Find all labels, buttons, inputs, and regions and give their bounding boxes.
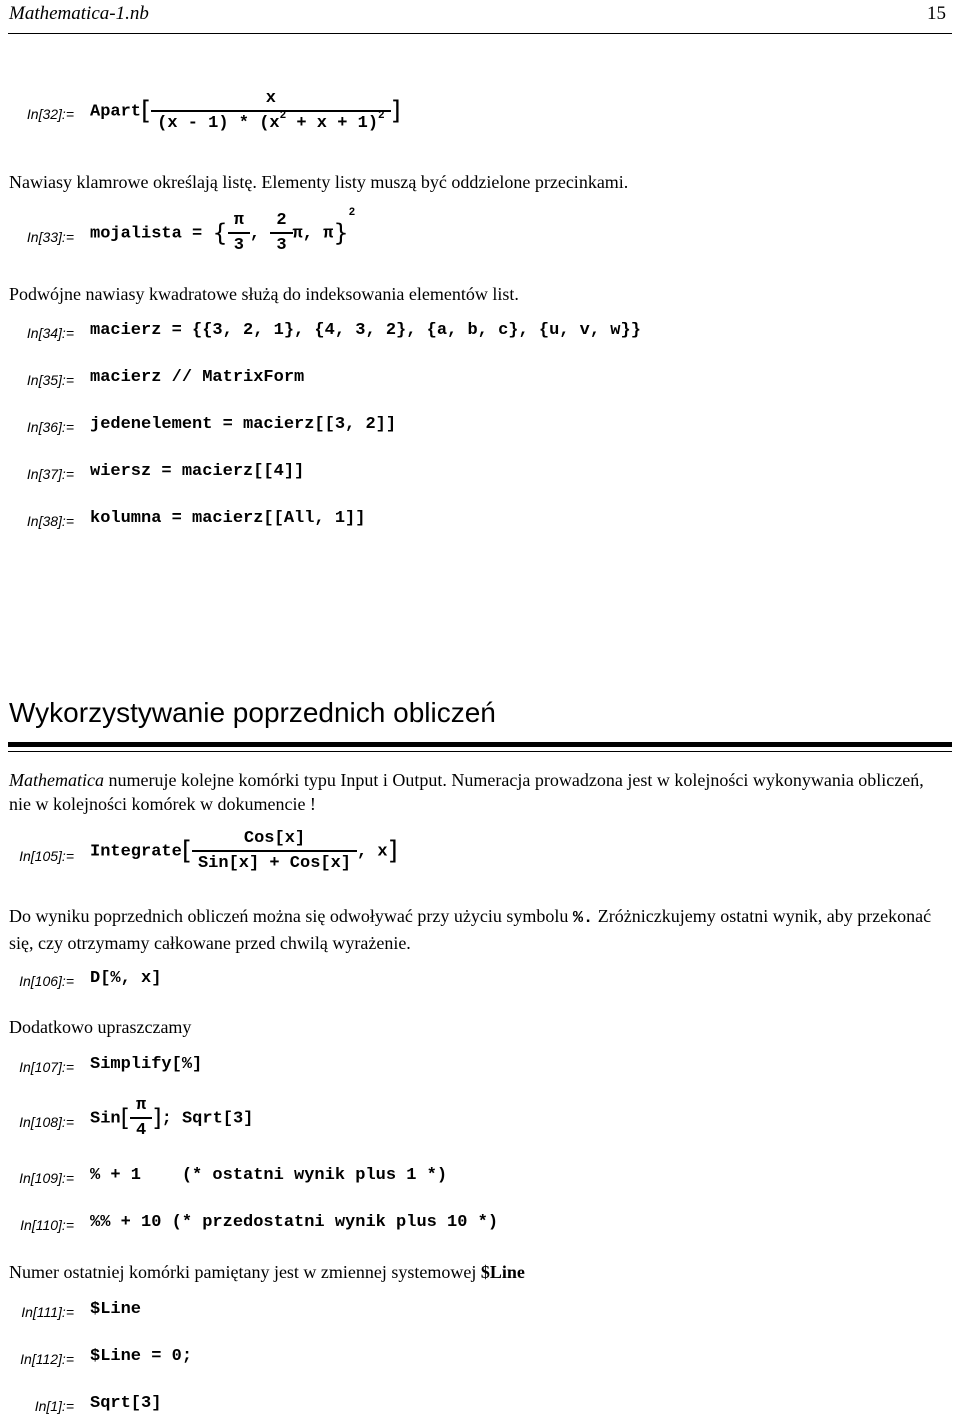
input-cell-in106[interactable]: D[%, x]	[90, 969, 162, 988]
apart-fraction	[151, 89, 390, 133]
cell-label-in35: In[35]:=	[26, 372, 74, 388]
fraction-pi-over-4: $\frac{\pi}{4}$	[130, 1096, 152, 1140]
fraction-2-over-3: $\frac{2}{3}$	[270, 211, 292, 255]
header-divider	[8, 33, 952, 34]
open-bracket: [	[120, 1104, 130, 1132]
fraction-pi-over-3: $\frac{\pi}{3}$	[228, 211, 250, 255]
integrand-fraction: $\frac{\text{Cos[x]}}{\text{Sin[x] + Cos[x]}}$	[192, 829, 357, 873]
input-cell-in112[interactable]: $Line = 0;	[90, 1347, 193, 1366]
cell-label-in112: In[112]:=	[20, 1351, 74, 1367]
text-paragraph-simplify: Dodatkowo upraszczamy	[9, 1017, 192, 1037]
input-cell-in108[interactable]: Sin[ $\frac{\pi}{4}$ ]; Sqrt[3]	[90, 1096, 254, 1140]
fraction-numerator: x	[265, 89, 276, 108]
section-heading: Wykorzystywanie poprzednich obliczeń	[9, 697, 496, 728]
input-cell-in110[interactable]: %% + 10 (* przedostatni wynik plus 10 *)	[90, 1213, 499, 1232]
input-cell-in34[interactable]: macierz = {{3, 2, 1}, {4, 3, 2}, {a, b, c}, {u, v, w}}	[90, 321, 641, 340]
input-cell-in109[interactable]: % + 1 (* ostatni wynik plus 1 *)	[90, 1166, 448, 1185]
cell-label-in38: In[38]:=	[26, 513, 74, 529]
text-paragraph-percent: Do wyniku poprzednich obliczeń można się odwoływać przy użyciu symbolu %. Zróżniczkujemy ostatni wynik, aby przekonać się, czy otrzymamy całkowane przed chwilą wyrażenie.	[9, 906, 932, 953]
cell-label-in34: In[34]:=	[26, 325, 74, 341]
cell-label-in33: In[33]:=	[26, 229, 74, 245]
close-bracket: ]	[152, 1104, 162, 1132]
close-bracket: ]	[390, 96, 401, 126]
text-paragraph-lists: Nawiasy klamrowe określają listę. Elementy listy muszą być oddzielone przecinkami.	[9, 172, 629, 192]
cell-label-in111: In[111]:=	[21, 1304, 74, 1320]
sin-function: Sin	[90, 1109, 121, 1129]
input-cell-in105[interactable]: Integrate[ $\frac{\text{Cos[x]}}{\text{Sin[x] + Cos[x]}}$ , x]	[90, 829, 398, 873]
cell-label-in37: In[37]:=	[26, 466, 74, 482]
input-cell-in111[interactable]: $Line	[90, 1300, 142, 1319]
text-paragraph-line: Numer ostatniej komórki pamiętany jest w zmiennej systemowej $Line	[9, 1262, 525, 1282]
open-brace: {	[212, 219, 228, 247]
cell-label-in105: In[105]:=	[19, 848, 74, 864]
page-number: 15	[927, 3, 946, 24]
close-brace: }	[333, 219, 349, 247]
fraction-denominator: $(x - 1) * (x^2 + x + 1)^2$	[151, 110, 390, 133]
text-paragraph-numbering: Mathematica numeruje kolejne komórki typu Input i Output. Numeracja prowadzona jest w kolejności wykonywania obliczeń, nie w kolejności komórek w dokumencie !	[9, 770, 924, 814]
cell-label-in36: In[36]:=	[26, 419, 74, 435]
integrate-function: Integrate	[90, 842, 182, 862]
cell-label-in1: In[1]:=	[34, 1398, 74, 1414]
open-bracket: [	[181, 836, 192, 866]
cell-label-in32: In[32]:=	[26, 106, 74, 122]
apart-function: Apart	[90, 102, 142, 122]
mojalista-assign: mojalista =	[90, 224, 213, 244]
close-bracket: ]	[387, 836, 398, 866]
cell-label-in107: In[107]:=	[19, 1059, 74, 1075]
cell-label-in108: In[108]:=	[19, 1114, 74, 1130]
input-cell-in35[interactable]: macierz // MatrixForm	[90, 368, 305, 387]
text-paragraph-indexing: Podwójne nawiasy kwadratowe służą do indeksowania elementów list.	[9, 284, 519, 304]
cell-label-in109: In[109]:=	[19, 1170, 74, 1186]
cell-label-in110: In[110]:=	[20, 1217, 74, 1233]
input-cell-in33[interactable]: mojalista = { $\frac{\pi}{3}$ , $\frac{2}{3}$ π, π}$^2$	[90, 207, 356, 255]
input-cell-in1[interactable]: Sqrt[3]	[90, 1394, 162, 1413]
section-rule-thick	[8, 742, 952, 747]
input-cell-in37[interactable]: wiersz = macierz[[4]]	[90, 462, 305, 481]
cell-label-in106: In[106]:=	[19, 973, 74, 989]
input-cell-in36[interactable]: jedenelement = macierz[[3, 2]]	[90, 415, 397, 434]
notebook-title: Mathematica-1.nb	[9, 3, 149, 24]
open-bracket: [	[141, 96, 152, 126]
input-cell-in107[interactable]: Simplify[%]	[90, 1055, 203, 1074]
section-rule-thin	[8, 751, 952, 752]
input-cell-in38[interactable]: kolumna = macierz[[All, 1]]	[90, 509, 366, 528]
input-cell-in32[interactable]	[90, 89, 401, 133]
